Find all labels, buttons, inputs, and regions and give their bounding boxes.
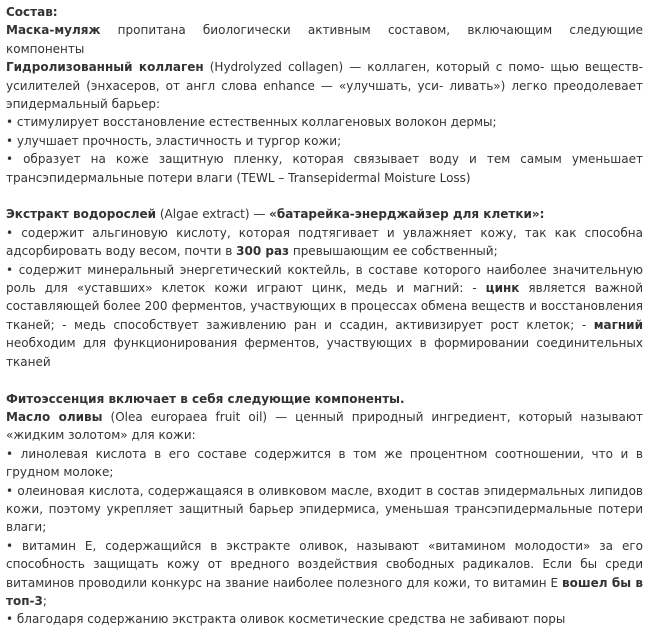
olive-oil-description: (Olea europaea fruit oil) — ценный природный ингредиент, который называют «жидким золотом» для кожи:: [6, 409, 643, 443]
spacer: [6, 371, 643, 389]
phyto-heading-text: Фитоэссенция включает в себя следующие компоненты.: [6, 391, 405, 406]
spacer: [6, 187, 643, 205]
zinc-term: цинк: [485, 281, 520, 296]
algae-bullet-text-end: превышающим ее собственный;: [289, 244, 498, 259]
algae-bullet-text-mid: является важной составляющей более 200 ферментов, участвующих в процессах обмена веществ и восстановления тканей; - медь способствует заживлению ран и ссадин, активизирует рост клеток; -: [6, 281, 643, 332]
algae-tagline: «батарейка-энерджайзер для клетки»:: [269, 207, 545, 222]
algae-bullet-text-end: необходим для функционирования ферментов, участвующих в формировании соединительных тканей: [6, 336, 643, 369]
collagen-bullet: • улучшает прочность, эластичность и тургор кожи;: [6, 133, 342, 148]
collagen-paragraph: [6, 58, 643, 113]
magnesium-term: магний: [593, 317, 643, 332]
mask-description: пропитана биологически активным составом, включающим следующие компоненты: [6, 23, 643, 56]
algae-bullet-text: • содержит альгиновую кислоту, которая подтягивает и увлажняет кожу, так как способна адсорбировать воду весом, почти в: [6, 225, 643, 259]
algae-latin: (Algae extract) —: [156, 207, 270, 222]
phyto-heading: [6, 390, 643, 408]
algae-heading: [6, 205, 643, 223]
olive-oil-paragraph: [6, 408, 643, 445]
algae-bullet-emphasis: 300 раз: [236, 244, 290, 259]
algae-bullet-text: • содержит минеральный энергетический коктейль, в составе которого наиболее значительную роль для «уставших» клеток кожи играют цинк, медь и магний: -: [6, 262, 643, 296]
olive-bullet-emphasis: вошел бы в топ-3: [6, 575, 643, 608]
olive-bullet: [6, 537, 643, 611]
olive-oil-term: Масло оливы: [6, 409, 103, 424]
olive-bullet: • олеиновая кислота, содержащаяся в оливковом масле, входит в состав эпидермальных липидов кожи, поэтому укрепляет защитный барьер эпидермиса, уменьшая трансэпидермальные потери влаги;: [6, 483, 643, 535]
mask-paragraph: [6, 21, 643, 58]
olive-bullet: • линолевая кислота в его составе содержится в том же процентном соотношении, что и в грудном молоке;: [6, 446, 643, 480]
collagen-bullet: • стимулирует восстановление естественных коллагеновых волокон дермы;: [6, 115, 497, 130]
mask-term: Маска-муляж: [6, 23, 101, 38]
collagen-bullet: • образует на коже защитную пленку, которая связывает воду и тем самым уменьшает трансэпидермальные потери влаги (TEWL – Transepidermal Moisture Loss): [6, 152, 643, 185]
collagen-description: (Hydrolyzed collagen) — коллаген, который с помо- щью веществ-усилителей (энхасеров, от англ слова enhance — «улучшать, уси- ливать») легко преодолевает эпидермальный барьер:: [6, 60, 644, 112]
olive-bullet-text: • витамин Е, содержащийся в экстракте оливок, называют «витамином молодости» за его способность защищать кожу от вредного воздействия свободных радикалов. Если бы среди витаминов проводили конкурс на звание наиболее полезного для кожи, то витамин Е: [6, 538, 643, 590]
algae-term: Экстракт водорослей: [6, 207, 157, 222]
composition-heading-text: Состав:: [6, 5, 58, 19]
algae-bullet: [6, 224, 643, 261]
collagen-term: Гидролизованный коллаген: [6, 60, 204, 75]
olive-bullet-text-end: ;: [42, 593, 47, 608]
composition-heading: [6, 3, 643, 21]
olive-bullet: • благодаря содержанию экстракта оливок косметические средства не забивают поры: [6, 612, 566, 627]
algae-bullet: [6, 261, 643, 371]
